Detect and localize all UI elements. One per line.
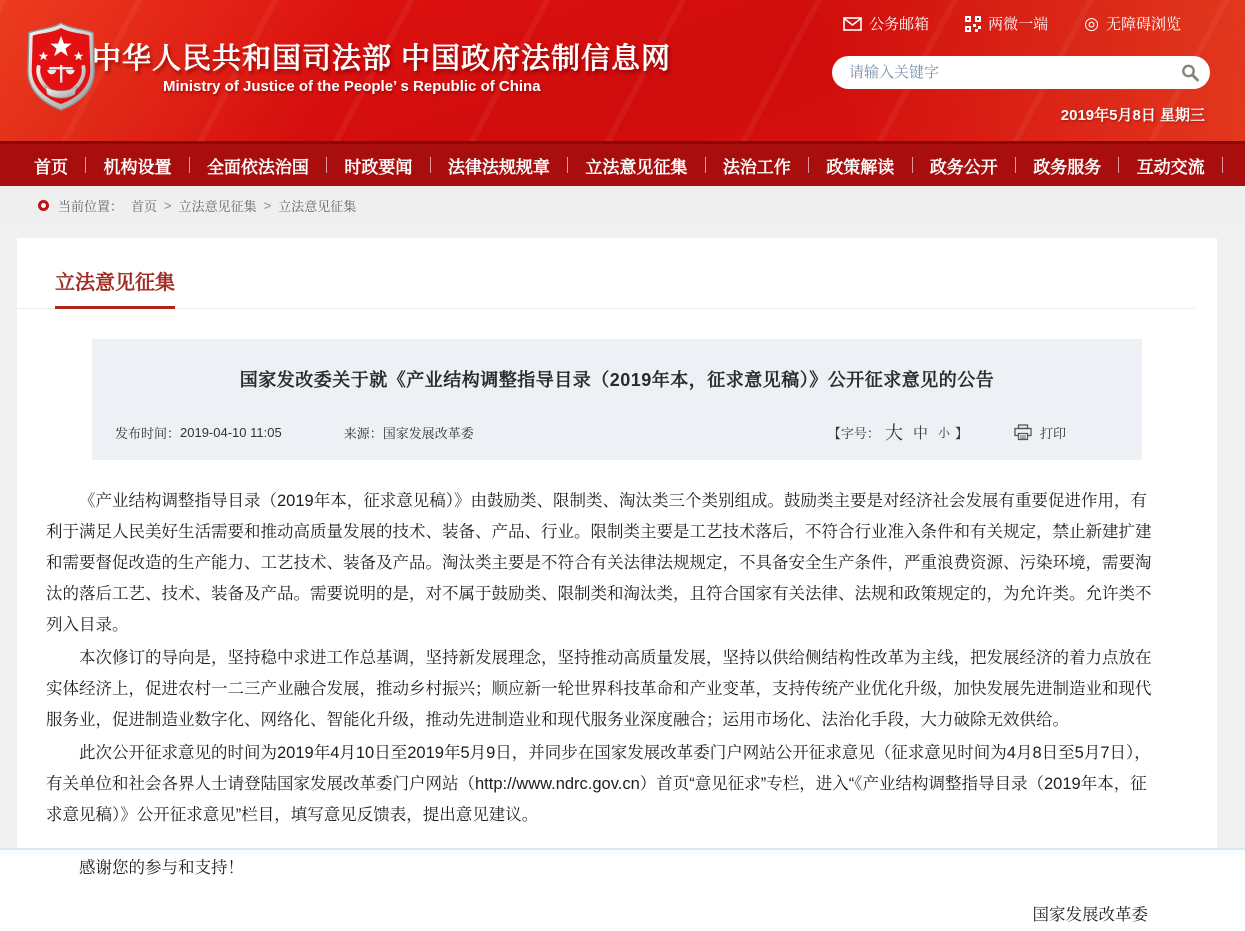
nav-separator — [1118, 157, 1119, 173]
breadcrumb-separator: > — [263, 197, 272, 213]
article-meta — [92, 419, 1142, 445]
section-title: 立法意见征集 — [55, 266, 175, 309]
qrcode-icon — [965, 16, 981, 32]
wechat-weibo-app-label: 两微一端 — [988, 16, 1049, 33]
breadcrumb-link-section[interactable]: 立法意见征集 — [178, 198, 257, 214]
site-title: 中华人民共和国司法部 中国政府法制信息网 — [92, 43, 672, 75]
printer-icon — [1014, 424, 1032, 441]
font-size-prefix: 【字号： — [827, 425, 880, 441]
section-header — [17, 238, 1195, 309]
print-label: 打印 — [1039, 425, 1066, 441]
search-button[interactable] — [1170, 56, 1210, 89]
search-icon — [1180, 63, 1200, 83]
nav-separator — [1222, 157, 1223, 173]
nav-separator — [85, 157, 86, 173]
accessibility-link[interactable] — [1084, 13, 1181, 34]
breadcrumb-separator: > — [164, 197, 172, 213]
font-size-suffix: 】 — [954, 425, 968, 441]
search-input[interactable] — [832, 64, 1170, 81]
nav-item-home[interactable]: 首页 — [34, 157, 68, 177]
nav-separator — [1015, 157, 1016, 173]
main-area — [0, 224, 1245, 924]
article-paragraph: 本次修订的导向是，坚持稳中求进工作总基调，坚持新发展理念，坚持推动高质量发展，坚持以供给侧结构性改革为主线，把发展经济的着力点放在实体经济上，促进农村一二三产业融合发展，推动乡村振兴；顺应新一轮世界科技革命和产业变革，支持传统产业优化升级，加快发展先进制造业和现代服务业，促进制造业数字化、网络化、智能化升级，推动先进制造业和现代服务业深度融合；运用市场化、法治化手段，大力破除无效供给。 — [46, 649, 1152, 729]
nav-separator — [189, 157, 190, 173]
breadcrumb-bullet-icon — [38, 200, 49, 211]
font-size-medium-button[interactable]: 中 — [912, 424, 928, 442]
article-title: 国家发改委关于就《产业结构调整指导目录（2019年本，征求意见稿）》公开征求意见的公告 — [239, 370, 995, 390]
mail-icon — [843, 17, 862, 31]
print-button[interactable] — [1014, 423, 1066, 442]
nav-separator — [705, 157, 706, 173]
nav-separator — [326, 157, 327, 173]
accessibility-label: 无障碍浏览 — [1105, 16, 1181, 33]
main-nav — [0, 141, 1245, 186]
breadcrumb-link-home[interactable]: 首页 — [131, 198, 158, 214]
breadcrumb-label: 当前位置： — [58, 198, 124, 214]
article-header-band — [92, 339, 1142, 460]
article-paragraph: 此次公开征求意见的时间为2019年4月10日至2019年5月9日，并同步在国家发展改革委门户网站公开征求意见（征求意见时间为4月8日至5月7日），有关单位和社会各界人士请登陆国家发展改革委门户网站（http://www.ndrc.gov.cn）首页“意见征求”专栏，进入“《产业结构调整指导目录（2019年本，征求意见稿）》公开征求意见”栏目，填写意见反馈表，提出意见建议。 — [46, 744, 1151, 824]
font-size-small-button[interactable]: 小 — [937, 425, 950, 440]
article-thanks-line: 感谢您的参与和支持！ — [79, 859, 244, 877]
nav-item-gov-services[interactable]: 政务服务 — [1033, 157, 1102, 177]
content-card — [17, 238, 1217, 924]
official-mail-label: 公务邮箱 — [869, 16, 930, 33]
publish-time-value: 2019-04-10 11:05 — [180, 424, 282, 440]
article-signature: 国家发展改革委 — [1032, 906, 1148, 924]
font-size-large-button[interactable]: 大 — [884, 423, 903, 443]
ministry-emblem-logo — [22, 22, 100, 112]
article-tools — [828, 419, 1066, 445]
publish-time-label: 发布时间： — [115, 425, 181, 441]
nav-item-interaction[interactable]: 互动交流 — [1136, 157, 1205, 177]
article-paragraph: 《产业结构调整指导目录（2019年本，征求意见稿）》由鼓励类、限制类、淘汰类三个类别组成。鼓励类主要是对经济社会发展有重要促进作用，有利于满足人民美好生活需要和推动高质量发展的技术、装备、产品、行业。限制类主要是工艺技术落后，不符合行业准入条件和有关规定，禁止新建扩建和需要督促改造的生产能力、工艺技术、装备及产品。淘汰类主要是不符合有关法律法规规定，不具备安全生产条件，严重浪费资源、污染环境，需要淘汰的落后工艺、技术、装备及产品。需要说明的是，对不属于鼓励类、限制类和淘汰类，且符合国家有关法律、法规和政策规定的，为允许类。允许类不列入目录。 — [46, 492, 1152, 634]
nav-item-legal-work[interactable]: 法治工作 — [722, 157, 791, 177]
nav-item-news[interactable]: 时政要闻 — [344, 157, 413, 177]
nav-item-org[interactable]: 机构设置 — [103, 157, 172, 177]
nav-item-laws[interactable]: 法律法规规章 — [447, 157, 550, 177]
source-value: 国家发展改革委 — [382, 425, 474, 441]
wechat-weibo-app-link[interactable] — [965, 13, 1048, 34]
article-body — [46, 486, 1152, 931]
accessibility-eye-icon: ◎ — [1084, 14, 1099, 33]
nav-separator — [808, 157, 809, 173]
nav-separator — [912, 157, 913, 173]
official-mail-link[interactable] — [843, 13, 929, 34]
nav-item-legislation-comments[interactable]: 立法意见征集 — [585, 157, 688, 177]
breadcrumb — [0, 186, 1245, 224]
search-bar — [832, 56, 1210, 89]
nav-separator — [430, 157, 431, 173]
current-date: 2019年5月8日 星期三 — [1060, 107, 1205, 124]
nav-item-gov-disclosure[interactable]: 政务公开 — [929, 157, 998, 177]
source-label: 来源： — [343, 425, 383, 441]
utility-links — [843, 13, 1181, 34]
site-header — [0, 0, 1245, 141]
nav-separator — [567, 157, 568, 173]
site-subtitle: Ministry of Justice of the People’ s Republic of China — [163, 78, 541, 95]
nav-item-rule-of-law[interactable]: 全面依法治国 — [206, 157, 309, 177]
nav-item-policy-interpretation[interactable]: 政策解读 — [826, 157, 895, 177]
breadcrumb-link-current[interactable]: 立法意见征集 — [278, 198, 357, 214]
